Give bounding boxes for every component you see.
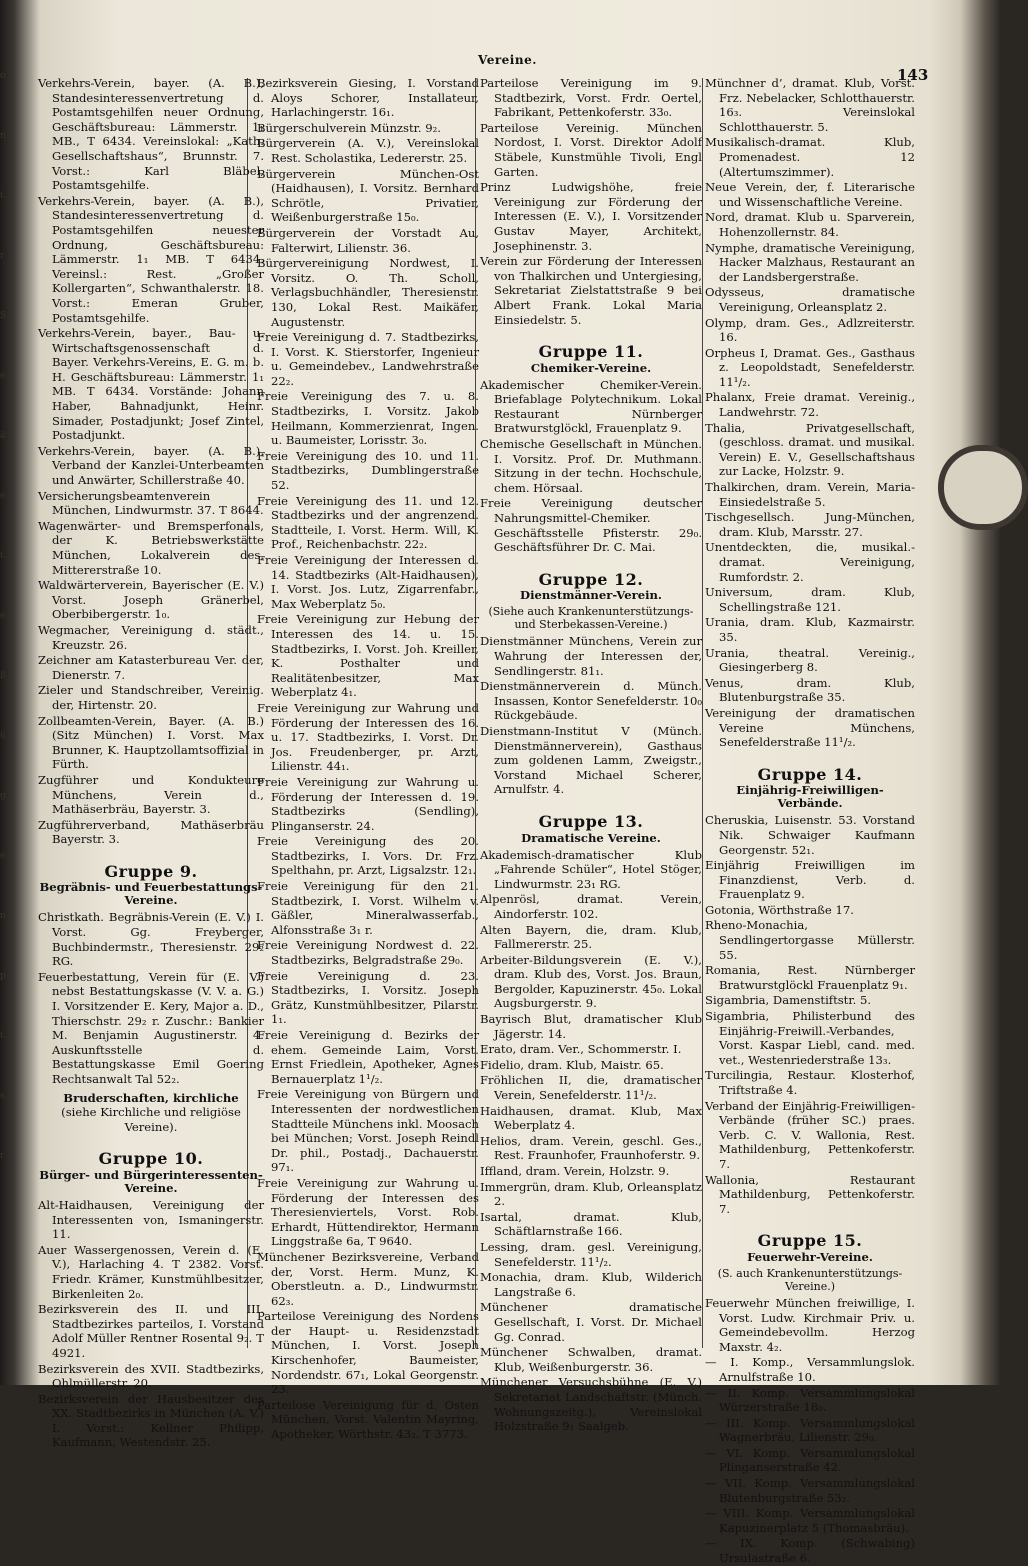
directory-entry: Bezirksverein des XVII. Stadtbezirks, Ohlmüllerstr. 20. bbox=[38, 1361, 264, 1391]
directory-entry: — VIII. Komp. Versammlungslokal Kapuzinerplatz 5 (Thomasbräu). bbox=[705, 1506, 915, 1535]
directory-entry: Thalia, Privatgesellschaft, (geschloss. dramat. und musikal. Verein) E. V., Gesellschaftshaus zur Lacke, Holzstr. 9. bbox=[705, 420, 915, 479]
directory-entry: Cheruskia, Luisenstr. 53. Vorstand Nik. Schwaiger Kaufmann Georgenstr. 52₁. bbox=[705, 813, 915, 857]
directory-entry: Turcilingia, Restaur. Klosterhof, Triftstraße 4. bbox=[705, 1068, 915, 1097]
directory-entry: Neue Verein, der, f. Literarische und Wissenschaftliche Vereine. bbox=[705, 180, 915, 209]
directory-entry: Bürgerverein der Vorstadt Au, Falterwirt, Lilienstr. 36. bbox=[257, 225, 479, 255]
directory-entry: Bezirksverein Giesing, I. Vorstand Aloys Schorer, Installateur, Harlachingerstr. 16₁. bbox=[257, 76, 479, 120]
directory-entry: Alpenrösl, dramat. Verein, Aindorferstr. 102. bbox=[480, 892, 702, 921]
edge-fragment: t bbox=[0, 551, 4, 561]
directory-entry: Parteilose Vereinig. München Nordost, I. Vorst. Direktor Adolf Stäbele, Kunstmühle Tivoli, Engl Garten. bbox=[480, 120, 702, 179]
group-subheading: Begräbnis- und Feuerbestattungs-Vereine. bbox=[39, 880, 263, 908]
edge-fragment: n bbox=[0, 911, 6, 921]
directory-entry: Dienstmänner Münchens, Verein zur Wahrung der Interessen der, Sendlingerstr. 81₁. bbox=[480, 634, 702, 678]
directory-entry: Parteilose Vereinigung im 9. Stadtbezirk, Vorst. Frdr. Oertel, Fabrikant, Pettenkoferstr. 33₀. bbox=[480, 76, 702, 120]
directory-entry: Wegmacher, Vereinigung d. städt., Kreuzstr. 26. bbox=[38, 622, 264, 652]
group-heading: Gruppe 11. bbox=[538, 342, 644, 362]
directory-entry: Nord, dramat. Klub u. Sparverein, Hohenzollernstr. 84. bbox=[705, 210, 915, 239]
directory-entry: Münchener Bezirksvereine, Verband der, Vorst. Herm. Munz, K. Oberstleutn. a. D., Lindwurmstr. 62₃. bbox=[257, 1249, 479, 1308]
directory-entry: Romania, Rest. Nürnberger Bratwurstglöckl Frauenplatz 9₁. bbox=[705, 963, 915, 992]
directory-entry: — VI. Komp. Versammlungslokal Plinganserstraße 42. bbox=[705, 1445, 915, 1475]
edge-fragment: s bbox=[0, 1091, 5, 1101]
directory-entry: Freie Vereinigung d. 7. Stadtbezirks, I. Vorst. K. Stierstorfer, Ingenieur u. Gemeindebev., Landwehrstraße 22₂. bbox=[257, 330, 479, 388]
directory-entry: Gotonia, Wörthstraße 17. bbox=[705, 902, 854, 917]
directory-entry: Waldwärterverein, Bayerischer (E. V.) Vorst. Joseph Gränerbel, Oberbibergerstr. 1₀. bbox=[38, 578, 264, 622]
group-heading: Gruppe 12. bbox=[538, 569, 644, 589]
directory-entry: Wallonia, Restaurant Mathildenburg, Pettenkoferstr. 7. bbox=[705, 1172, 915, 1216]
column-4 bbox=[705, 76, 915, 1566]
directory-entry: — VII. Komp. Versammlungslokal Blutenburgstraße 53₂. bbox=[705, 1476, 915, 1505]
directory-entry: Münchener Schwalben, dramat. Klub, Weißenburgerstr. 36. bbox=[480, 1345, 702, 1374]
group-note: (Siehe auch Krankenunterstützungs- und Sterbekassen-Vereine.) bbox=[488, 605, 694, 632]
directory-entry: Sigambria, Damenstiftstr. 5. bbox=[705, 993, 872, 1008]
directory-entry: Phalanx, Freie dramat. Vereinig., Landwehrstr. 72. bbox=[705, 390, 915, 420]
directory-entry: Freie Vereinigung d. 23. Stadtbezirks, I. Vorsitz. Joseph Grätz, Kunstmühlbesitzer, Pilarstr. 1₁. bbox=[257, 968, 479, 1027]
directory-entry: Verkehrs-Verein, bayer. (A. B.), Standesinteressenvertretung d. Postamtsgehilfen neuer Ordnung, Geschäftsbureau: Lämmerstr. 1₁ MB., T 6434. Vereinslokal: „Kath. Gesellschaftshaus“, Brunnstr. 7. Vorst.: Karl Bläbel, Postamtsgehilfe. bbox=[38, 76, 264, 193]
directory-entry: Freie Vereinigung des 7. u. 8. Stadtbezirks, I. Vorsitz. Jakob Heilmann, Kommerzienrat, Ingen. u. Baumeister, Lorisstr. 3₀. bbox=[257, 389, 479, 448]
directory-entry: Verkehrs-Verein, bayer. (A. B.), Verband der Kanzlei-Unterbeamten und Anwärter, Schillerstraße 40. bbox=[38, 443, 264, 488]
directory-entry: Immergrün, dram. Klub, Orleansplatz 2. bbox=[480, 1179, 702, 1209]
column-2 bbox=[257, 76, 479, 1442]
group-note: (S. auch Krankenunterstützungs-Vereine.) bbox=[717, 1266, 903, 1293]
directory-entry: Universum, dram. Klub, Schellingstraße 121. bbox=[705, 585, 915, 614]
edge-fragment: p bbox=[0, 971, 6, 981]
directory-entry: Vereinigung der dramatischen Vereine Münchens, Senefelderstraße 11¹/₂. bbox=[705, 705, 915, 750]
directory-entry: Urania, theatral. Vereinig., Giesingerberg 8. bbox=[705, 645, 915, 675]
directory-entry: Bezirksverein der Hausbesitzer des XX. Stadtbezirks in München (A. V.) I. Vorst.: Kellner Philipp, Kaufmann, Westendstr. 25. bbox=[38, 1391, 264, 1450]
directory-entry: Verkehrs-Verein, bayer., Bau- u. Wirtschaftsgenossenschaft d. Bayer. Verkehrs-Vereins, E. G. m. b. H. Geschäftsbureau: Lämmerstr. 1₁ MB. T 6434. Vorstände: Johann Haber, Bahnadjunkt, Heinr. Simader, Postadjunkt; Josef Zintel, Postadjunkt. bbox=[38, 326, 264, 443]
column-3 bbox=[480, 76, 702, 1434]
directory-entry: Erato, dram. Ver., Schommerstr. I. bbox=[480, 1042, 682, 1057]
directory-entry: Freie Vereinigung des 20. Stadtbezirks, I. Vors. Dr. Frz. Spelthahn, pr. Arzt, Ligsalzstr. 12₁. bbox=[257, 834, 479, 878]
facing-page-edge bbox=[0, 0, 30, 1385]
group-heading: Gruppe 9. bbox=[104, 861, 198, 881]
directory-entry: Freie Vereinigung des 11. und 12. Stadtbezirks und der angrenzend. Stadtteile, I. Vorst. Herm. Will, K. Prof., Reichenbachstr. 22₂. bbox=[257, 493, 479, 552]
directory-entry: Sigambria, Philisterbund des Einjährig-Freiwill.-Verbandes, Vorst. Kaspar Liebl, cand. med. vet., Westenriederstraße 13₃. bbox=[705, 1009, 915, 1067]
directory-entry: Zugführerverband, Mathäserbräu Bayerstr. 3. bbox=[38, 817, 264, 847]
directory-entry: Bürgerverein München-Ost (Haidhausen), I. Vorsitz. Bernhard Schrötle, Privatier, Weißenburgerstraße 15₀. bbox=[257, 166, 479, 225]
directory-entry: Alt-Haidhausen, Vereinigung der Interessenten von, Ismaningerstr. 11. bbox=[38, 1197, 264, 1242]
directory-entry: Münchner d’, dramat. Klub, Vorst. Frz. Nebelacker, Schlotthauerstr. 16₃. Vereinslokal Schlotthauerstr. 5. bbox=[705, 76, 915, 134]
edge-fragment: o bbox=[0, 71, 6, 81]
directory-entry: Bezirksverein des II. und III. Stadtbezirkes parteilos, I. Vorstand Adolf Müller Rentner Rosental 9₂. T 4921. bbox=[38, 1302, 264, 1360]
edge-fragment: g bbox=[0, 791, 6, 801]
edge-fragment: S bbox=[0, 311, 7, 321]
directory-entry: Freie Vereinigung zur Wahrung u. Förderung der Interessen des Theresienviertels, Vorst. Rob. Erhardt, Hüttendirektor, Hermann Linggstraße 6a, T 9640. bbox=[257, 1175, 479, 1249]
directory-entry: Freie Vereinigung Nordwest d. 22. Stadtbezirks, Belgradstraße 29₀. bbox=[257, 938, 479, 968]
edge-fragment: e bbox=[0, 491, 6, 501]
directory-entry: Zieler und Standschreiber, Vereinig. der, Hirtenstr. 20. bbox=[38, 683, 264, 712]
edge-fragment: ü bbox=[0, 731, 6, 741]
section-subheading: Bruderschaften, kirchliche bbox=[63, 1090, 239, 1105]
directory-entry: Freie Vereinigung von Bürgern und Interessenten der nordwestlichen Stadtteile Münchens inkl. Moosach bei München; Vorst. Joseph Reindl Dr. phil., Postadj., Dachauerstr. 97₁. bbox=[257, 1087, 479, 1175]
directory-entry: — III. Komp. Versammlungslokal Wagnerbräu, Lilienstr. 29₀. bbox=[705, 1415, 915, 1445]
group-heading: Gruppe 14. bbox=[757, 764, 863, 784]
group-heading: Gruppe 15. bbox=[757, 1231, 863, 1251]
directory-entry: Christkath. Begräbnis-Verein (E. V.) I. Vorst. Gg. Freyberger, Buchbindermstr., Theresienstr. 29₂ RG. bbox=[38, 910, 264, 969]
directory-entry: Zeichner am Katasterbureau Ver. der, Dienerstr. 7. bbox=[38, 653, 264, 682]
binding-tab bbox=[938, 445, 1028, 530]
directory-entry: Haidhausen, dramat. Klub, Max Weberplatz 4. bbox=[480, 1103, 702, 1133]
directory-entry: Akademischer Chemiker-Verein. Briefablage Polytechnikum. Lokal Restaurant Nürnberger Bratwurstglöckl, Frauenplatz 9. bbox=[480, 377, 702, 436]
group-subheading: Feuerwehr-Vereine. bbox=[747, 1249, 873, 1264]
edge-fragment: r bbox=[0, 1151, 5, 1161]
directory-entry: — IX. Komp. (Schwabing) Ursulastraße 6. bbox=[705, 1536, 915, 1566]
directory-entry: Dienstmann-Institut V (Münch. Dienstmännerverein), Gasthaus zum goldenen Lamm, Zweigstr., Vorstand Michael Scherer, Arnulfstr. 4. bbox=[480, 723, 702, 797]
group-subheading: Bürger- und Bürgerinteressenten-Vereine. bbox=[39, 1167, 263, 1195]
section-note: (siehe Kirchliche und religiöse Vereine). bbox=[61, 1105, 241, 1134]
directory-entry: Münchener dramatische Gesellschaft, I. Vorst. Dr. Michael Gg. Conrad. bbox=[480, 1300, 702, 1344]
directory-entry: Unentdeckten, die, musikal.-dramat. Vereinigung, Rumfordstr. 2. bbox=[705, 540, 915, 584]
directory-entry: Nymphe, dramatische Vereinigung, Hacker Malzhaus, Restaurant an der Landsbergerstraße. bbox=[705, 240, 915, 284]
directory-entry: Einjährig Freiwilligen im Finanzdienst, Verb. d. Frauenplatz 9. bbox=[705, 858, 915, 902]
edge-fragment: n bbox=[0, 131, 6, 141]
directory-entry: Helios, dram. Verein, geschl. Ges., Rest. Fraunhofer, Fraunhoferstr. 9. bbox=[480, 1133, 702, 1163]
column-rule bbox=[702, 78, 703, 1348]
group-subheading: Chemiker-Vereine. bbox=[530, 360, 652, 375]
directory-entry: Iffland, dram. Verein, Holzstr. 9. bbox=[480, 1164, 670, 1178]
directory-entry: Freie Vereinigung zur Wahrung und Förderung der Interessen des 16. u. 17. Stadtbezirks, I. Vorst. Dr. Jos. Freudenberger, pr. Arzt, Lilienstr. 44₁. bbox=[257, 700, 479, 774]
group-heading: Gruppe 10. bbox=[98, 1149, 204, 1169]
column-1 bbox=[38, 76, 264, 1450]
directory-entry: Musikalisch-dramat. Klub, Promenadest. 12 (Altertumszimmer). bbox=[705, 135, 915, 179]
directory-entry: Urania, dram. Klub, Kazmairstr. 35. bbox=[705, 615, 915, 644]
directory-entry: Verkehrs-Verein, bayer. (A. B.), Standesinteressenvertretung d. Postamtsgehilfen neuester Ordnung, Geschäftsbureau: Lämmerstr. 1₁ MB. T 6434. Vereinsl.: Rest. „Großer Kollergarten“, Schwanthalerstr. 18. Vorst.: Emeran Gruber, Postamtsgehilfe. bbox=[38, 193, 264, 325]
directory-entry: Freie Vereinigung der Interessen d. 14. Stadtbezirks (Alt-Haidhausen), I. Vorst. Jos. Lutz, Zigarrenfabr., Max Weberplatz 5₀. bbox=[257, 553, 479, 611]
directory-entry: Fidelio, dram. Klub, Maistr. 65. bbox=[480, 1057, 664, 1072]
directory-entry: Prinz Ludwigshöhe, freie Vereinigung zur Förderung der Interessen (E. V.), I. Vorsitzender Gustav Mayer, Architekt, Josephinenstr. 3. bbox=[480, 180, 702, 253]
directory-entry: Bürgerverein (A. V.), Vereinslokal Rest. Scholastika, Ledererstr. 25. bbox=[257, 136, 479, 165]
directory-entry: Alten Bayern, die, dram. Klub, Fallmererstr. 25. bbox=[480, 922, 702, 952]
directory-entry: Odysseus, dramatische Vereinigung, Orleansplatz 2. bbox=[705, 285, 915, 314]
edge-fragment: ä bbox=[0, 431, 6, 441]
directory-entry: Zugführer und Kondukteure Münchens, Verein d., Mathäserbräu, Bayerstr. 3. bbox=[38, 772, 264, 817]
directory-entry: Freie Vereinigung für den 21. Stadtbezirk, I. Vorst. Wilhelm v. Gäßler, Mineralwasserfab., Alfonsstraße 3₁ r. bbox=[257, 879, 479, 937]
directory-entry: Verein zur Förderung der Interessen von Thalkirchen und Untergiesing, Sekretariat Zielstattstraße 9 bei Albert Frank. Lokal Maria Einsiedelstr. 5. bbox=[480, 254, 702, 327]
running-head: Vereine. bbox=[478, 53, 537, 67]
edge-fragment: e bbox=[0, 611, 6, 621]
directory-entry: Olymp, dram. Ges., Adlzreiterstr. 16. bbox=[705, 315, 915, 345]
directory-entry: Thalkirchen, dram. Verein, Maria-Einsiedelstraße 5. bbox=[705, 480, 915, 509]
directory-entry: Auer Wassergenossen, Verein d. (E. V.), Harlaching 4. T 2382. Vorst. Friedr. Krämer, Kunstmühlbesitzer, Birkenleiten 2₀. bbox=[38, 1242, 264, 1301]
group-subheading: Einjährig-Freiwilligen-Verbände. bbox=[736, 783, 884, 811]
edge-fragment: t bbox=[0, 1031, 4, 1041]
directory-entry: Zollbeamten-Verein, Bayer. (A. B.) (Sitz München) I. Vorst. Max Brunner, K. Hauptzollamtsoffizial in Fürth. bbox=[38, 713, 264, 772]
directory-entry: — I. Komp., Versammlungslok. Arnulfstraße 10. bbox=[705, 1355, 915, 1384]
directory-entry: Freie Vereinigung deutscher Nahrungsmittel-Chemiker. Geschäftsstelle Pfisterstr. 29₀. Geschäftsführer Dr. C. Mai. bbox=[480, 496, 702, 555]
edge-fragment: t bbox=[0, 191, 4, 201]
directory-entry: Freie Vereinigung d. Bezirks der ehem. Gemeinde Laim, Vorst. Ernst Friedlein, Apotheker, Agnes Bernauerplatz 1¹/₂. bbox=[257, 1028, 479, 1086]
directory-entry: — II. Komp. Versammlungslokal Würzerstraße 18₀. bbox=[705, 1385, 915, 1415]
edge-fragment: e bbox=[0, 371, 6, 381]
group-heading: Gruppe 13. bbox=[538, 811, 644, 831]
directory-entry: Parteilose Vereinigung für d. Osten München, Vorst. Valentin Mayring, Apotheker, Wörthstr. 43₂. T 3773. bbox=[257, 1397, 479, 1442]
directory-entry: Isartal, dramat. Klub, Schäftlarnstraße 166. bbox=[480, 1209, 702, 1239]
group-subheading: Dramatische Vereine. bbox=[521, 830, 661, 845]
directory-entry: Münchener Versuchsbühne (E. V.) Sekretariat Landschaftstr. (Münch. Wohnungszeitg.), Vereinslokal Holzstraße 9₁ Saalgeb. bbox=[480, 1375, 702, 1434]
directory-entry: Venus, dram. Klub, Blutenburgstraße 35. bbox=[705, 675, 915, 705]
directory-entry: Versicherungsbeamtenverein München, Lindwurmstr. 37. T 8644. bbox=[38, 488, 264, 518]
directory-entry: Rheno-Monachia, Sendlingertorgasse Müllerstr. 55. bbox=[705, 918, 915, 962]
edge-fragment: r bbox=[0, 251, 5, 261]
directory-entry: Verband der Einjährig-Freiwilligen-Verbände (früher SC.) praes. Verb. C. V. Wallonia, Rest. Mathildenburg, Pettenkoferstr. 7. bbox=[705, 1098, 915, 1171]
directory-entry: Akademisch-dramatischer Klub „Fahrende Schüler“, Hotel Stöger, Lindwurmstr. 23₁ RG. bbox=[480, 847, 702, 891]
directory-entry: Freie Vereinigung zur Hebung der Interessen des 14. u. 15. Stadtbezirks, I. Vorst. Joh. Kreiller, K. Posthalter und Realitätenbesitzer, Max Weberplatz 4₁. bbox=[257, 612, 479, 700]
directory-entry: Bürgerschulverein Münzstr. 9₂. bbox=[257, 120, 441, 135]
directory-entry: Feuerwehr München freiwillige, I. Vorst. Ludw. Kirchmair Priv. u. Gemeindebevollm. Herzog Maxstr. 4₂. bbox=[705, 1295, 915, 1354]
directory-entry: Arbeiter-Bildungsverein (E. V.), dram. Klub des, Vorst. Jos. Braun, Bergolder, Kapuzinerstr. 45₀. Lokal Augsburgerstr. 9. bbox=[480, 952, 702, 1011]
directory-entry: Bürgervereinigung Nordwest, I. Vorsitz. O. Th. Scholl, Verlagsbuchhändler, Theresienstr. 130, Lokal Rest. Maikäfer, Augustenstr. bbox=[257, 256, 479, 329]
directory-entry: Lessing, dram. gesl. Vereinigung, Senefelderstr. 11¹/₂. bbox=[480, 1239, 702, 1269]
directory-entry: Orpheus I, Dramat. Ges., Gasthaus z. Leopoldstadt, Senefelderstr. 11¹/₂. bbox=[705, 345, 915, 389]
directory-entry: Dienstmännerverein d. Münch. Insassen, Kontor Senefelderstr. 10₀ Rückgebäude. bbox=[480, 679, 702, 723]
directory-entry: Tischgesellsch. Jung-München, dram. Klub, Marsstr. 27. bbox=[705, 510, 915, 539]
directory-entry: Monachia, dram. Klub, Wilderich Langstraße 6. bbox=[480, 1270, 702, 1299]
directory-entry: Wagenwärter- und Bremsperfonals, der K. Betriebswerkstätte München, Lokalverein des, Mittererstraße 10. bbox=[38, 518, 264, 577]
directory-entry: Freie Vereinigung zur Wahrung u. Förderung der Interessen d. 19. Stadtbezirks (Sendling), Plinganserstr. 24. bbox=[257, 774, 479, 833]
edge-fragment: e bbox=[0, 851, 6, 861]
directory-entry: Feuerbestattung, Verein für (E. V.) nebst Bestattungskasse (V. V. a. G.) I. Vorsitzender E. Kery, Major a. D., Thierschstr. 29₂ r. Zuschr.: Bankier M. Benjamin Augustinerstr. 4. Auskunftsstelle d. Bestattungskasse Emil Goering Rechtsanwalt Tal 52₂. bbox=[38, 969, 264, 1086]
directory-entry: Fröhlichen II, die, dramatischer Verein, Senefelderstr. 11¹/₂. bbox=[480, 1073, 702, 1103]
directory-entry: Chemische Gesellschaft in München. I. Vorsitz. Prof. Dr. Muthmann. Sitzung in der techn. Hochschule, chem. Hörsaal. bbox=[480, 437, 702, 495]
directory-entry: Freie Vereinigung des 10. und 11. Stadtbezirks, Dumblingerstraße 52. bbox=[257, 448, 479, 493]
directory-entry: Bayrisch Blut, dramatischer Klub Jägerstr. 14. bbox=[480, 1012, 702, 1041]
page-number: 143 bbox=[897, 66, 929, 84]
edge-fragment: ß bbox=[0, 671, 7, 681]
group-subheading: Dienstmänner-Verein. bbox=[520, 588, 662, 603]
directory-entry: Parteilose Vereinigung des Nordens der Haupt- u. Residenzstadt München, I. Vorst. Joseph Kirschenhofer, Baumeister, Nordendstr. 67₁, Lokal Georgenstr. 23. bbox=[257, 1309, 479, 1397]
